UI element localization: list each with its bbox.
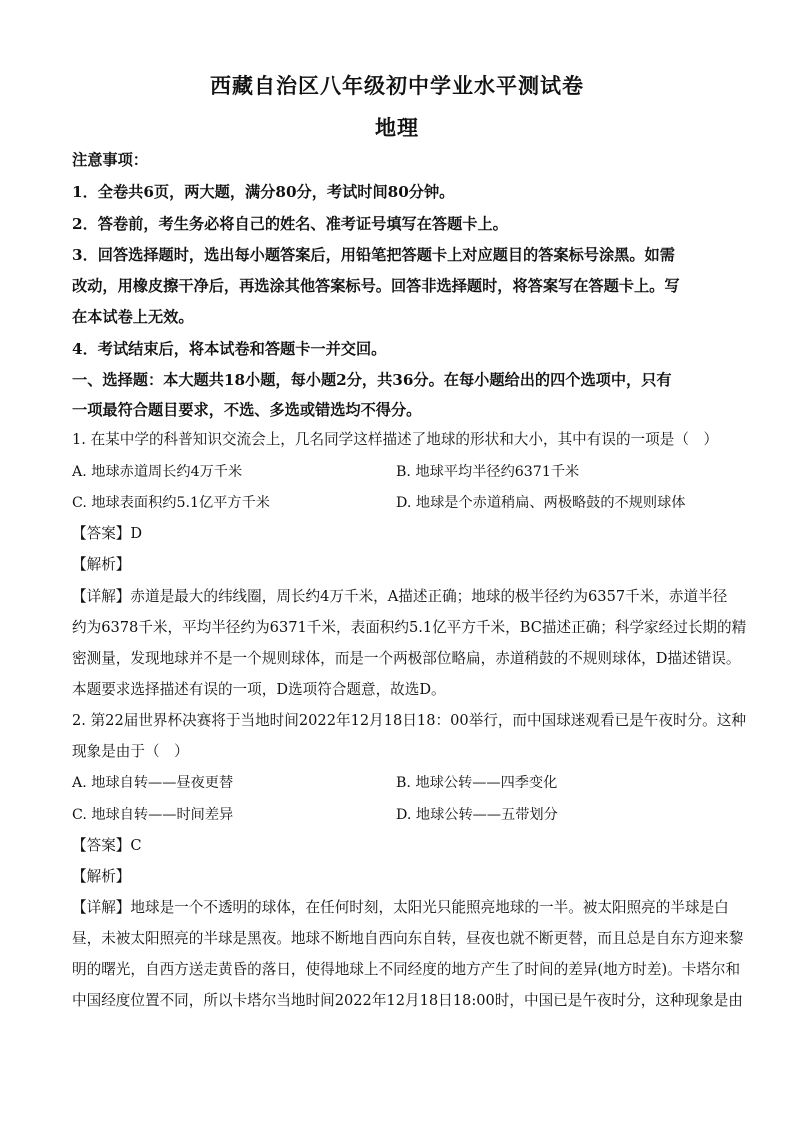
q1-answer: 【答案】D bbox=[72, 525, 143, 542]
note-item: 改动，用橡皮擦干净后，再选涂其他答案标号。回答非选择题时，将答案写在答题卡上。写 bbox=[72, 277, 680, 295]
q2-option-a: A. 地球自转——昼夜更替 bbox=[72, 775, 234, 791]
note-item: 4．考试结束后，将本试卷和答题卡一并交回。 bbox=[72, 340, 387, 358]
subject-title: 地理 bbox=[375, 115, 419, 140]
exam-title: 西藏自治区八年级初中学业水平测试卷 bbox=[210, 73, 584, 98]
question-2-stem: 2. 第22届世界杯决赛将于当地时间2022年12月18日18：00举行，而中国球迷观看已是午夜时分。这种 bbox=[72, 712, 746, 729]
q1-detail-line: 【详解】赤道是最大的纬线圈，周长约4万千米，A描述正确；地球的极半径约为6357千米，赤道半径 bbox=[72, 588, 728, 605]
q2-option-d: D. 地球公转——五带划分 bbox=[396, 807, 558, 823]
q2-detail-line: 明的曙光，自西方送走黄昏的落日，使得地球上不同经度的地方产生了时间的差异(地方时差)。卡塔尔和 bbox=[72, 961, 741, 978]
question-1-stem: 1. 在某中学的科普知识交流会上，几名同学这样描述了地球的形状和大小，其中有误的一项是（ ） bbox=[72, 431, 719, 448]
q1-detail-line: 密测量，发现地球并不是一个规则球体，而是一个两极部位略扁，赤道稍鼓的不规则球体，D描述错误。 bbox=[72, 650, 741, 667]
q2-option-b: B. 地球公转——四季变化 bbox=[396, 775, 558, 791]
note-item: 1．全卷共6页，两大题，满分80分，考试时间80分钟。 bbox=[72, 183, 455, 201]
q2-analysis-label: 【解析】 bbox=[72, 868, 131, 885]
q1-option-b: B. 地球平均半径约6371千米 bbox=[396, 464, 580, 480]
notes-heading: 注意事项： bbox=[72, 151, 148, 169]
q2-answer: 【答案】C bbox=[72, 837, 142, 854]
q2-detail-line: 昼，未被太阳照亮的半球是黑夜。地球不断地自西向东自转，昼夜也就不断更替，而且总是自东方迎来黎 bbox=[72, 930, 744, 947]
note-item: 2．答卷前，考生务必将自己的姓名、准考证号填写在答题卡上。 bbox=[72, 215, 508, 233]
question-2-stem-cont: 现象是由于（ ） bbox=[72, 743, 189, 760]
note-item: 3．回答选择题时，选出每小题答案后，用铅笔把答题卡上对应题目的答案标号涂黑。如需 bbox=[72, 246, 675, 264]
q1-option-a: A. 地球赤道周长约4万千米 bbox=[72, 464, 243, 480]
q2-option-c: C. 地球自转——时间差异 bbox=[72, 807, 234, 823]
q1-option-d: D. 地球是个赤道稍扁、两极略鼓的不规则球体 bbox=[396, 495, 686, 511]
note-item: 在本试卷上无效。 bbox=[72, 308, 194, 326]
q1-detail-line: 本题要求选择描述有误的一项，D选项符合题意，故选D。 bbox=[72, 681, 446, 698]
section-heading: 一、选择题：本大题共18小题，每小题2分，共36分。在每小题给出的四个选项中，只有 bbox=[72, 371, 672, 389]
q2-detail-line: 【详解】地球是一个不透明的球体，在任何时刻，太阳光只能照亮地球的一半。被太阳照亮的半球是白 bbox=[72, 899, 729, 916]
section-heading-cont: 一项最符合题目要求，不选、多选或错选均不得分。 bbox=[72, 401, 422, 419]
q1-detail-line: 约为6378千米，平均半径约为6371千米，表面积约5.1亿平方千米，BC描述正确；科学家经过长期的精 bbox=[72, 619, 747, 636]
q2-detail-line: 中国经度位置不同，所以卡塔尔当地时间2022年12月18日18:00时，中国已是午夜时分，这种现象是由 bbox=[72, 992, 743, 1009]
q1-analysis-label: 【解析】 bbox=[72, 556, 131, 573]
q1-option-c: C. 地球表面积约5.1亿平方千米 bbox=[72, 495, 270, 511]
